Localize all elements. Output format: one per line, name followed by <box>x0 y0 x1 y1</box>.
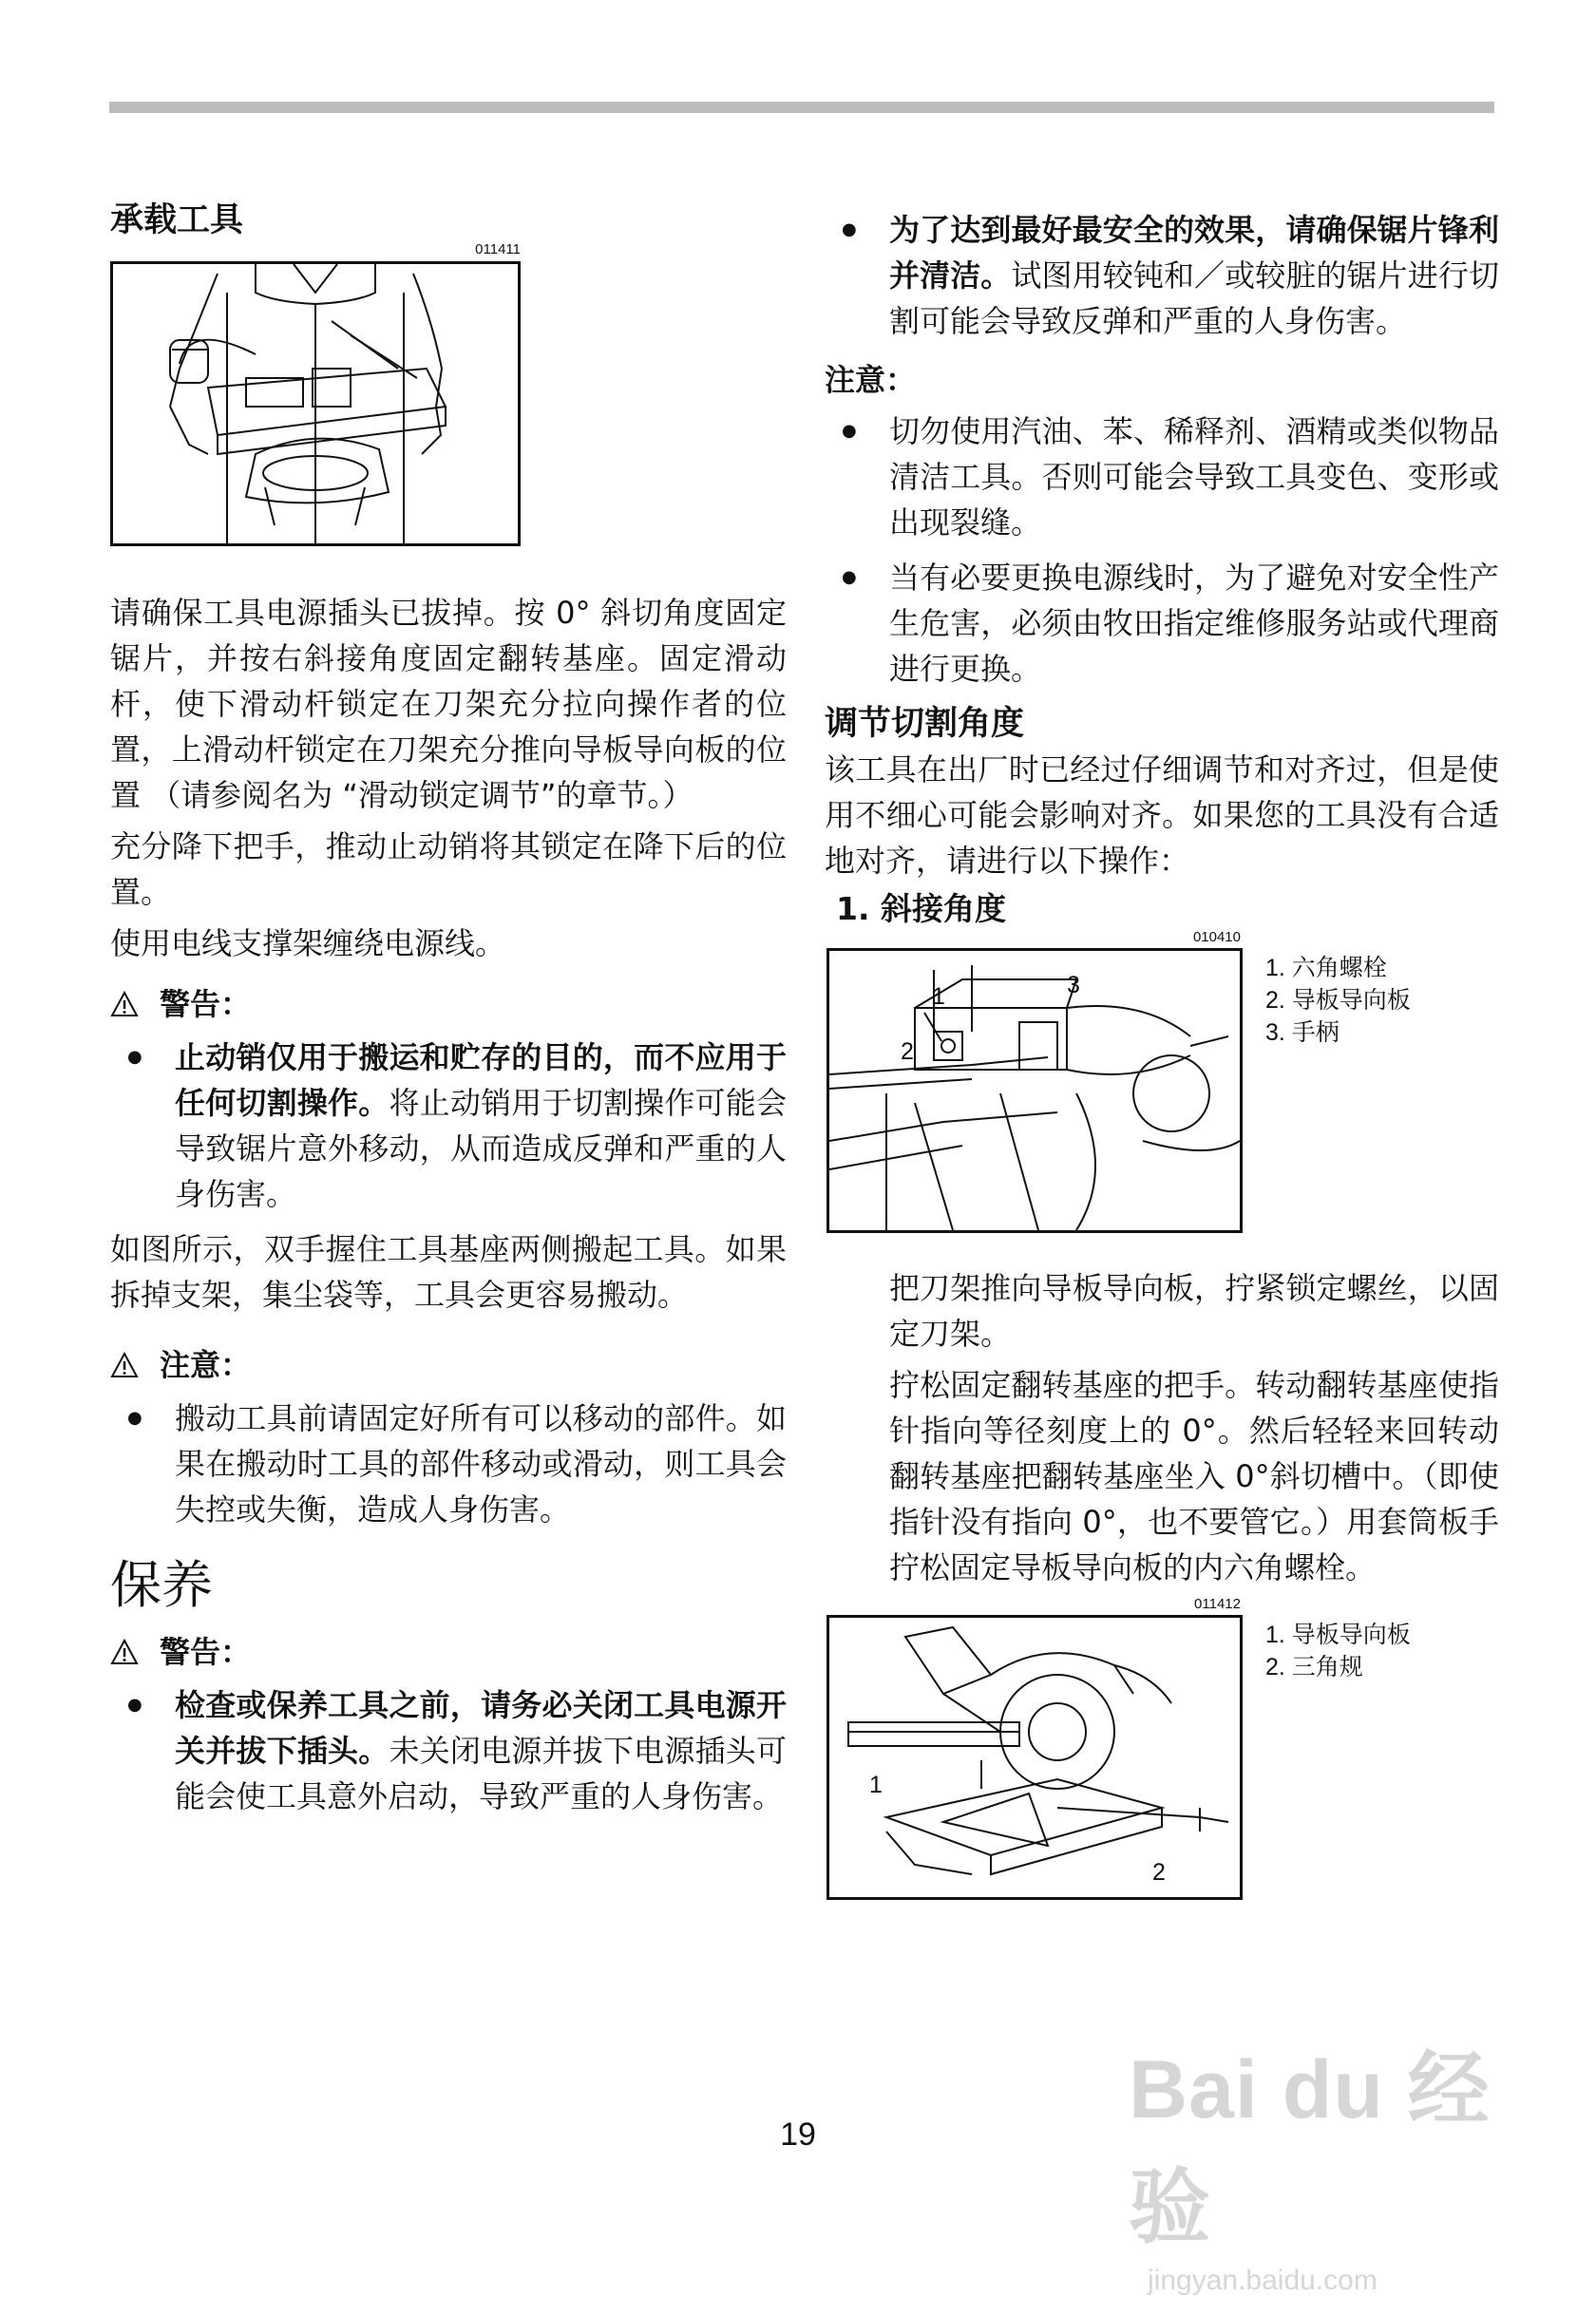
carry-paragraph-3: 使用电线支撑架缠绕电源线。 <box>110 924 506 961</box>
callout-label: 1 <box>932 983 945 1011</box>
note-bullet-2: ● 当有必要更换电源线时，为了避免对安全性产生危害，必须由牧田指定维修服务站或代理商进行更换。 <box>825 555 1499 692</box>
warning-2-text: 未关闭电源并拔下电源插头可能会使工具意外启动，导致严重的人身伤害。 <box>175 1733 787 1815</box>
figure-code: 010410 <box>1192 929 1241 946</box>
warning-2-label: 警告： <box>160 1634 252 1671</box>
figure-code: 011411 <box>475 240 521 257</box>
carry-paragraph-4: 如图所示，双手握住工具基座两侧搬起工具。如果拆掉支架，集尘袋等，工具会更容易搬动。 <box>110 1230 787 1313</box>
sharp-blade-text: 试图用较钝和／或较脏的锯片进行切割可能会导致反弹和严重的人身伤害。 <box>889 257 1499 339</box>
warning-2-bold: 检查或保养工具之前，请务必关闭工具电源开关并拔下插头。 <box>175 1687 787 1770</box>
legend-item: 3. 手柄 <box>1265 1019 1340 1047</box>
caution-1-label: 注意： <box>160 1346 252 1383</box>
legend-item: 1. 六角螺栓 <box>1265 955 1387 982</box>
warning-triangle-icon <box>110 1639 139 1665</box>
figure-miter <box>825 929 1499 1243</box>
figure-triangle-rule-legend <box>1265 1619 1411 1683</box>
warning-1-header <box>110 981 787 1027</box>
callout-label: 1 <box>869 1772 883 1799</box>
figure-carry-image <box>110 261 521 546</box>
hex-bolt-fence-illustration <box>829 951 1240 1230</box>
figure-carry <box>110 241 521 546</box>
figure-miter-legend <box>1265 952 1411 1049</box>
person-carrying-saw-illustration <box>113 264 518 543</box>
note-label: 注意： <box>825 362 917 398</box>
figure-triangle-rule <box>825 1596 1499 1909</box>
miter-heading: 1. 斜接角度 <box>836 889 1006 927</box>
warning-triangle-icon <box>110 1352 139 1378</box>
legend-item: 2. 三角规 <box>1265 1654 1363 1681</box>
caution-1-bullet: ● 搬动工具前请固定好所有可以移动的部件。如果在搬动时工具的部件移动或滑动，则工具会失控或失衡，造成人身伤害。 <box>110 1395 787 1532</box>
adjust-paragraph: 该工具在出厂时已经过仔细调节和对齐过，但是使用不细心可能会影响对齐。如果您的工具没有合适地对齐，请进行以下操作： <box>825 750 1499 879</box>
watermark <box>1129 2023 1528 2296</box>
sharp-blade-bold: 为了达到最好最安全的效果，请确保锯片锋利并清洁。 <box>889 212 1499 294</box>
caution-1-header <box>110 1342 787 1388</box>
warning-1-bullet <box>110 1035 787 1217</box>
warning-2-header <box>110 1629 787 1675</box>
warning-1-bold: 止动销仅用于搬运和贮存的目的，而不应用于任何切割操作。 <box>175 1038 787 1121</box>
figure-code: 011412 <box>1194 1596 1241 1613</box>
carry-paragraph-1: 请确保工具电源插头已拔掉。按 0° 斜切角度固定锯片，并按右斜接角度固定翻转基座。固定滑动杆，使下滑动杆锁定在刀架充分拉向操作者的位置，上滑动杆锁定在刀架充分推向导板导向板的位置 （请参阅名为 “滑动锁定调节”的章节。） <box>110 594 787 813</box>
figure-miter-image <box>826 948 1243 1233</box>
top-rule <box>109 102 1494 113</box>
note-bullet-1: ● 切勿使用汽油、苯、稀释剂、酒精或类似物品清洁工具。否则可能会导致工具变色、变形或出现裂缝。 <box>825 408 1499 545</box>
callout-label: 2 <box>1152 1859 1166 1887</box>
warning-2-bullet <box>110 1682 787 1819</box>
left-column <box>110 199 787 1829</box>
warning-1-text: 将止动销用于切割操作可能会导致锯片意外移动，从而造成反弹和严重的人身伤害。 <box>175 1084 787 1212</box>
callout-label: 2 <box>901 1038 914 1066</box>
carry-paragraph-2: 充分降下把手，推动止动销将其锁定在降下后的位置。 <box>110 827 787 910</box>
miter-paragraph-1: 把刀架推向导板导向板，拧紧锁定螺丝，以固定刀架。 <box>889 1270 1499 1353</box>
adjust-heading: 调节切割角度 <box>825 705 1025 743</box>
callout-label: 3 <box>1067 972 1080 999</box>
carry-heading: 承载工具 <box>110 201 244 239</box>
saw-with-triangle-rule-illustration <box>829 1618 1240 1897</box>
watermark-logo: Bai du 经验 <box>1129 2044 1491 2253</box>
right-column <box>825 207 1499 1909</box>
legend-item: 1. 导板导向板 <box>1265 1622 1411 1649</box>
sharp-blade-bullet <box>825 207 1499 344</box>
page-number: 19 <box>780 2117 816 2153</box>
warning-1-label: 警告： <box>160 985 252 1022</box>
warning-triangle-icon <box>110 991 139 1017</box>
watermark-url: jingyan.baidu.com <box>1148 2265 1378 2296</box>
figure-triangle-rule-image <box>826 1615 1243 1900</box>
legend-item: 2. 导板导向板 <box>1265 987 1411 1015</box>
maintenance-heading: 保养 <box>110 1554 213 1615</box>
miter-paragraph-2: 拧松固定翻转基座的把手。转动翻转基座使指针指向等径刻度上的 0°。然后轻轻来回转动翻转基座把翻转基座坐入 0°斜切槽中。（即使指针没有指向 0°，也不要管它。）用套筒板手拧松固定导板导向板的内六角螺栓。 <box>889 1367 1499 1586</box>
